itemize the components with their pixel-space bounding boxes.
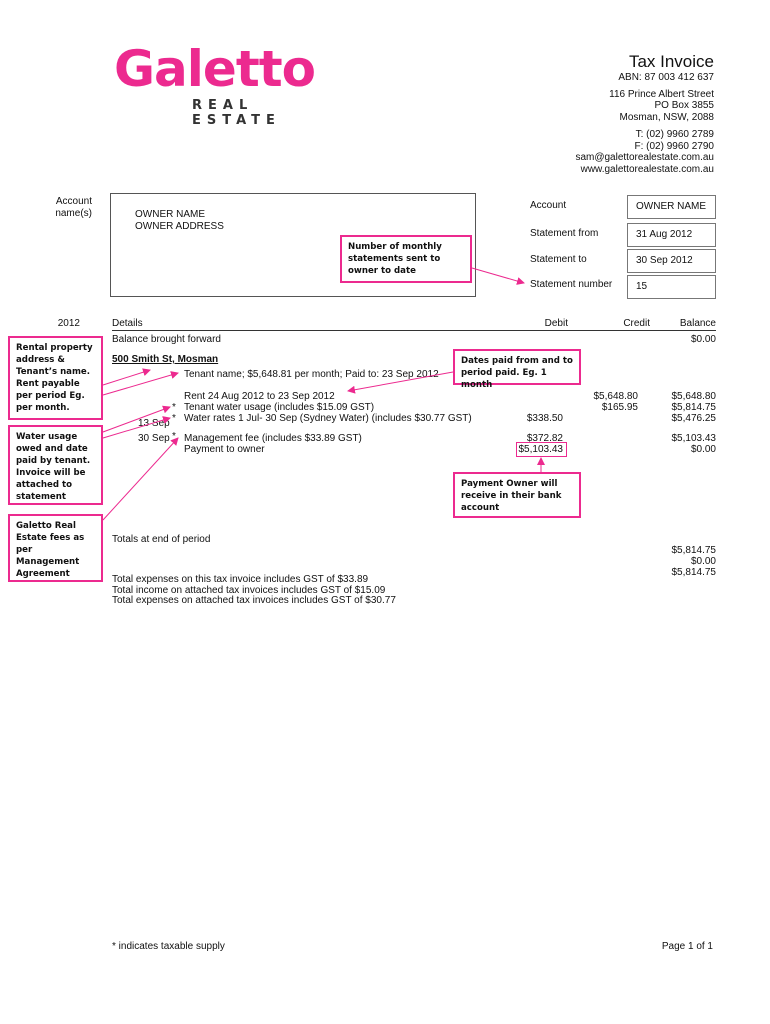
arrow-management-fee (103, 438, 178, 520)
account-names-label: Account name(s) (55, 196, 92, 219)
document-title: Tax Invoice (628, 52, 714, 71)
ledger-credit-water-usage: $165.95 (601, 402, 638, 413)
phone: T: (02) 9960 2789 (635, 129, 714, 140)
statement-number-value: 15 (627, 275, 716, 299)
arrow-tenant (103, 373, 178, 395)
col-debit: Debit (544, 318, 568, 329)
ledger-balance-rent: $5,648.80 (671, 391, 716, 402)
taxable-supply-note: * indicates taxable supply (112, 941, 225, 952)
account-value: OWNER NAME (627, 195, 716, 219)
row-date: 13 Sep (138, 418, 170, 429)
ledger-row-management-fee: Management fee (includes $33.89 GST) (184, 433, 362, 444)
annotation-fees: Galetto Real Estate fees as per Management Agreement (8, 514, 103, 582)
gst-line: Total expenses on this tax invoice includes GST of $33.89 (112, 574, 369, 585)
taxable-star: * (172, 402, 176, 413)
property-address: 500 Smith St, Mosman (112, 354, 219, 365)
year-label: 2012 (57, 318, 80, 329)
row-date: 30 Sep (138, 433, 170, 444)
arrow-property (103, 370, 150, 385)
statement-number-label: Statement number (530, 279, 613, 290)
total-balance: $5,814.75 (671, 567, 716, 578)
ledger-credit-rent: $5,648.80 (593, 391, 638, 402)
ledger-debit-water-rates: $338.50 (526, 413, 563, 424)
website: www.galettorealestate.com.au (580, 163, 714, 175)
total-debit: $0.00 (690, 556, 716, 567)
ledger-row-water-usage: Tenant water usage (includes $15.09 GST) (184, 402, 375, 413)
taxable-star: * (172, 431, 176, 442)
col-credit: Credit (623, 318, 650, 329)
annotation-rental: Rental property address & Tenant’s name. Rent payable per period Eg. per month. (8, 336, 103, 420)
totals-label: Totals at end of period (112, 534, 211, 545)
logo-subtitle: REAL ESTATE (192, 98, 281, 128)
ledger-balance-water-rates: $5,476.25 (671, 413, 716, 424)
taxable-star: * (172, 413, 176, 424)
balance-forward-value: $0.00 (690, 334, 716, 345)
annotation-water: Water usage owed and date paid by tenant. Invoice will be attached to statement (8, 425, 103, 505)
statement-to-value: 30 Sep 2012 (627, 249, 716, 273)
address-line-3: Mosman, NSW, 2088 (619, 111, 714, 123)
statement-from-label: Statement from (530, 228, 599, 239)
arrow-dates-paid (348, 372, 453, 391)
statement-to-label: Statement to (530, 254, 587, 265)
abn: ABN: 87 003 412 637 (618, 72, 714, 83)
ledger-balance-management-fee: $5,103.43 (671, 433, 716, 444)
arrow-statement-number (472, 268, 524, 283)
col-details: Details (112, 318, 143, 329)
fax: F: (02) 9960 2790 (634, 140, 714, 152)
page-number: Page 1 of 1 (661, 941, 713, 952)
col-balance: Balance (679, 318, 716, 329)
ledger-balance-payment: $0.00 (690, 444, 716, 455)
ledger-balance-water-usage: $5,814.75 (671, 402, 716, 413)
tenant-line: Tenant name; $5,648.81 per month; Paid to: 23 Sep 2012 (184, 369, 439, 380)
annotation-payment-owner: Payment Owner will receive in their bank account (453, 472, 581, 518)
owner-address: OWNER ADDRESS (135, 221, 224, 232)
email: sam@galettorealestate.com.au (575, 152, 714, 163)
ledger-debit-management-fee: $372.82 (526, 433, 563, 444)
annotation-statement-count: Number of monthly statements sent to owner to date (340, 235, 472, 283)
logo-wordmark: Galetto (114, 40, 315, 98)
address-line-2: PO Box 3855 (654, 100, 714, 111)
balance-forward-label: Balance brought forward (112, 334, 221, 345)
ledger-row-water-rates: Water rates 1 Jul- 30 Sep (Sydney Water) (includes $30.77 GST) (184, 413, 472, 424)
ledger-debit-payment: $5,103.43 (518, 444, 563, 455)
account-label: Account (530, 200, 567, 211)
owner-name: OWNER NAME (135, 209, 205, 220)
gst-line: Total expenses on attached tax invoices includes GST of $30.77 (112, 595, 396, 606)
ledger-row-payment: Payment to owner (184, 444, 265, 455)
total-credit: $5,814.75 (671, 545, 716, 556)
address-line-1: 116 Prince Albert Street (609, 88, 714, 100)
annotation-dates-paid: Dates paid from and to period paid. Eg. 1 month (453, 349, 581, 385)
gst-line: Total income on attached tax invoices includes GST of $15.09 (112, 584, 386, 596)
ledger-row-rent: Rent 24 Aug 2012 to 23 Sep 2012 (184, 391, 335, 402)
statement-from-value: 31 Aug 2012 (627, 223, 716, 247)
